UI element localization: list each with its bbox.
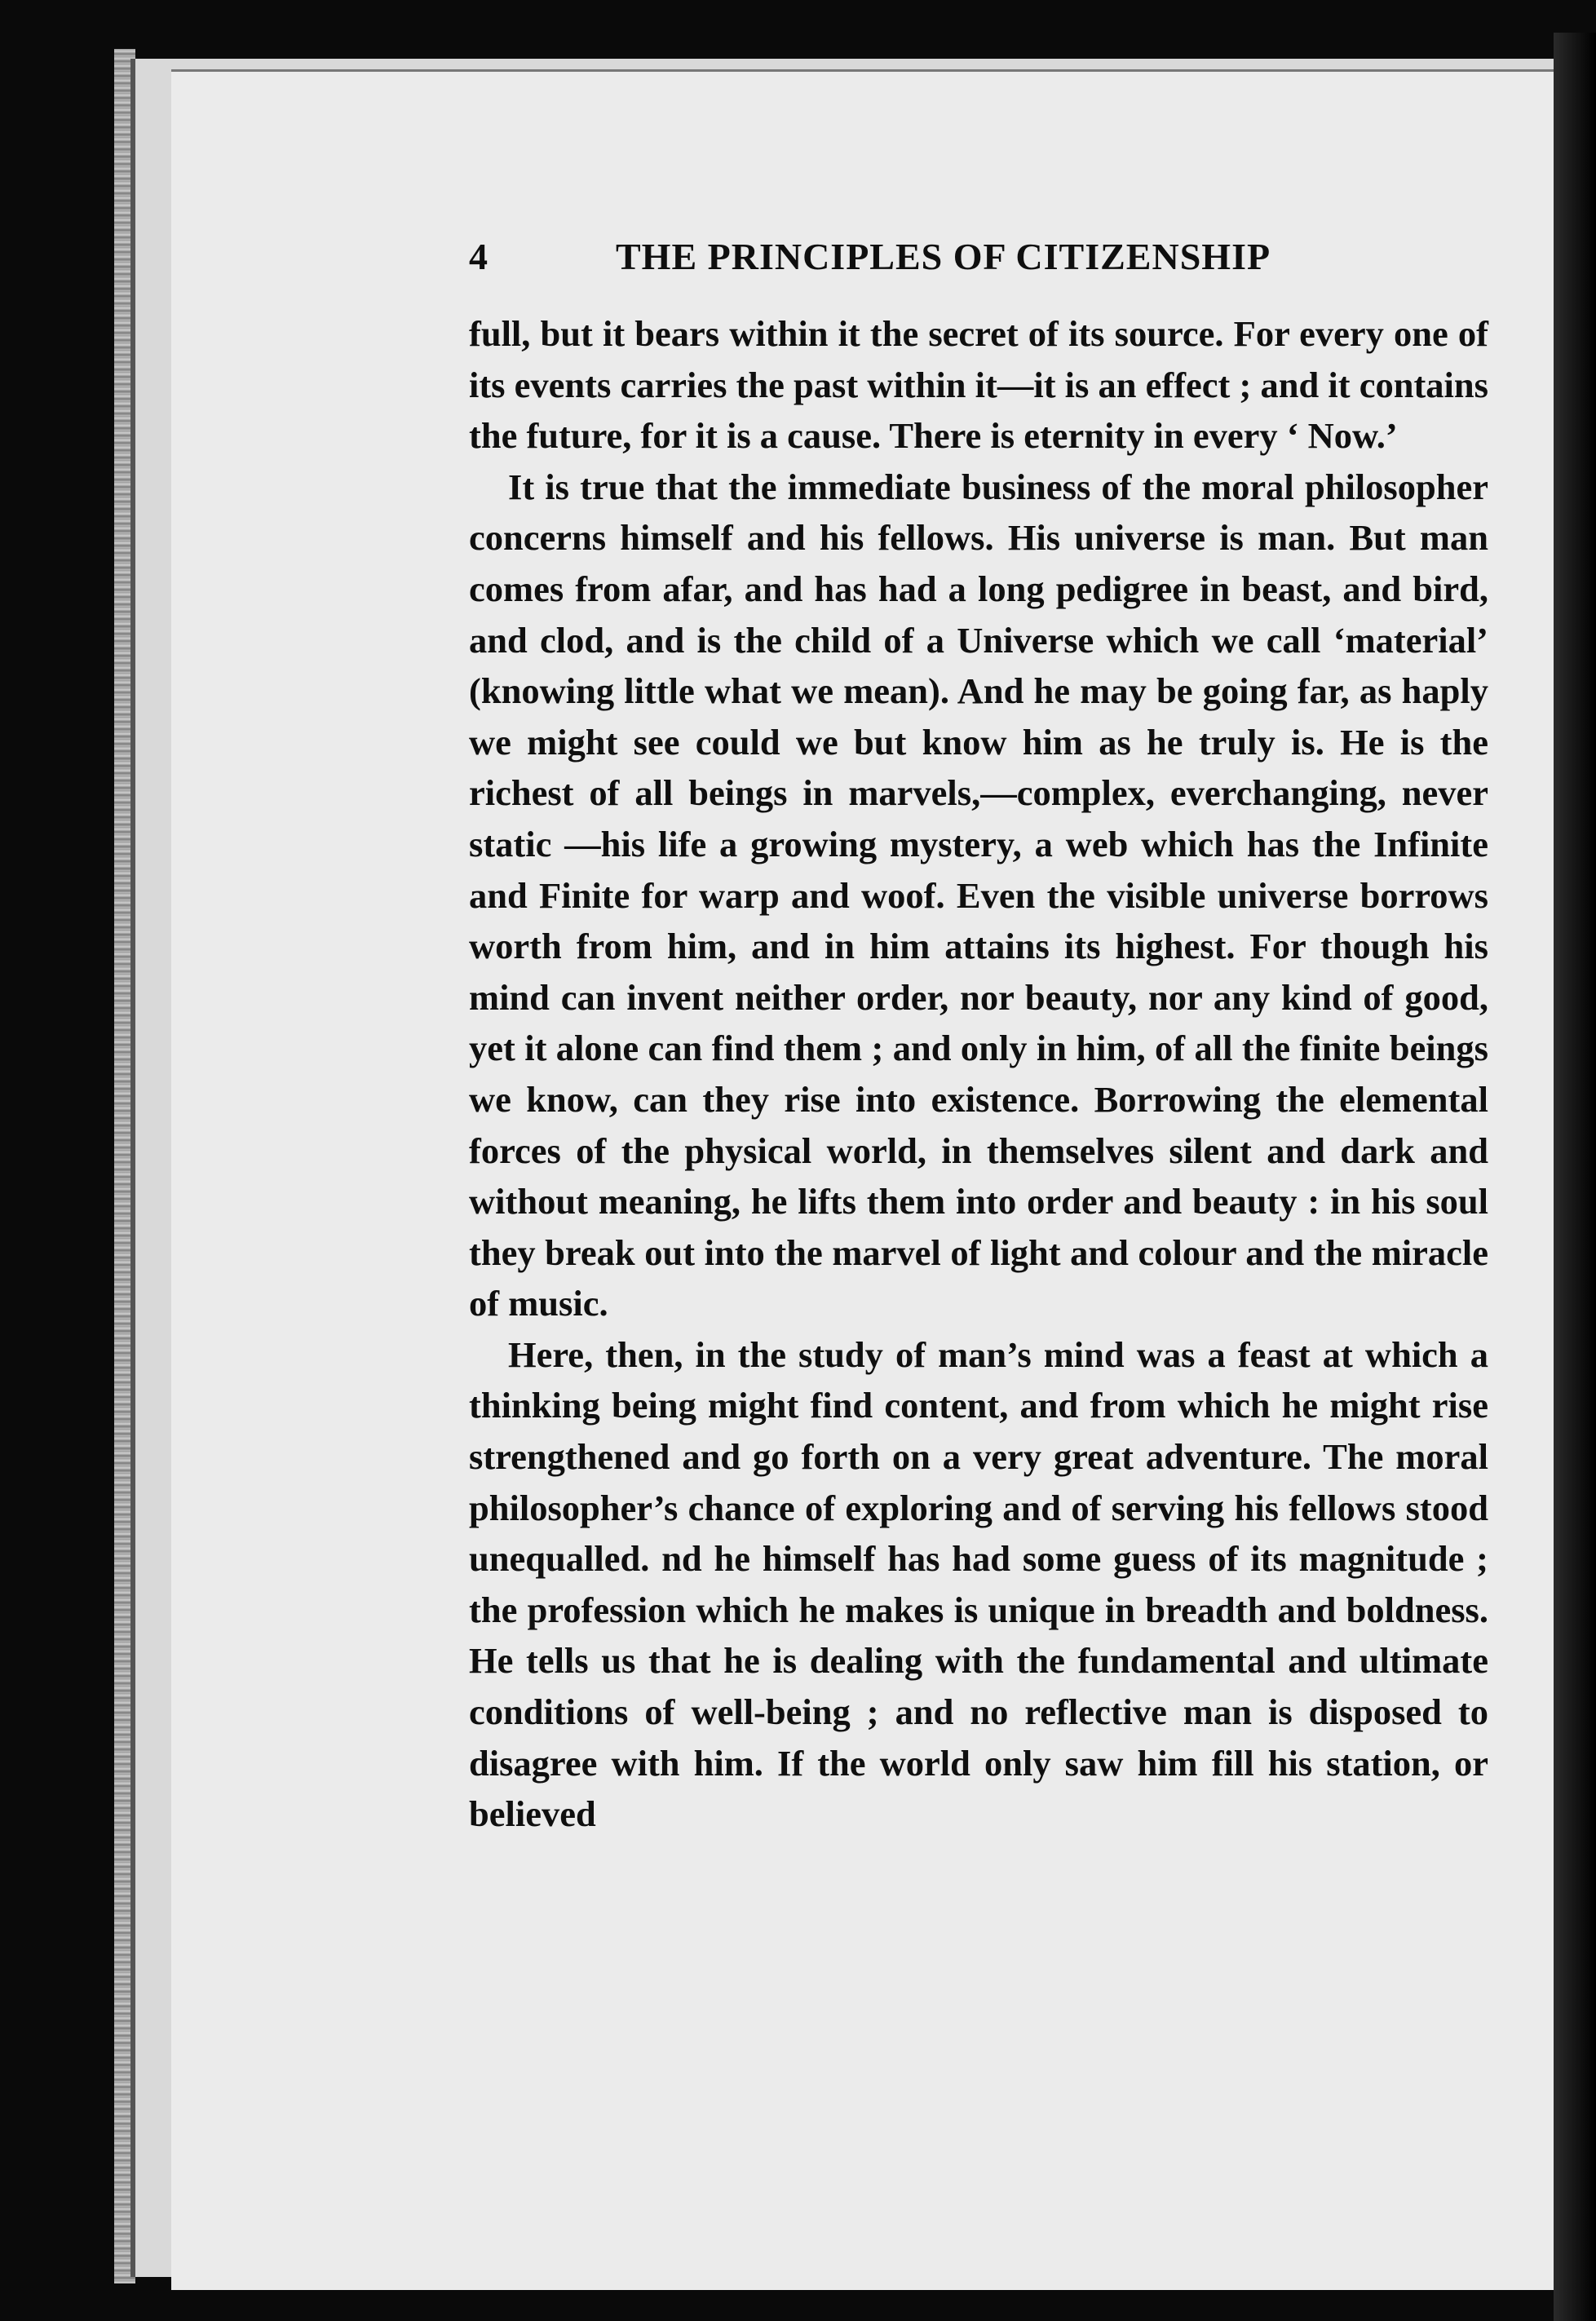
running-head-title: THE PRINCIPLES OF CITIZENSHIP xyxy=(616,236,1271,277)
page-number: 4 xyxy=(469,236,489,277)
paragraph: Here, then, in the study of man’s mind was a feast at which a thinking being might find content, and from which he might rise strengthened and go forth on a very great adventure. The moral philosopher’s chance of exploring and of serving his fellows stood unequalled. nd he himself has had some guess of its magnitude ; the profession which he makes is unique in breadth and boldness. He tells us that he is dealing with the fundamental and ultimate conditions of well-being ; and no reflective man is disposed to disagree with him. If the world only saw him fill his station, or believed xyxy=(469,1333,1488,1835)
body-text xyxy=(469,308,1488,1840)
paragraph: It is true that the immediate business of the moral philosopher concerns himself and his fellows. His universe is man. But man comes from afar, and has had a long pedigree in beast, and bird, and clod, and is the child of a Universe which we call ‘material’ (knowing little what we mean). And he may be going far, as haply we might see could we but know him as he truly is. He is the richest of all beings in marvels,—complex, everchanging, never static —his life a growing mystery, a web which has the Infinite and Finite for warp and woof. Even the visible universe borrows worth from him, and in him attains its highest. For though his mind can invent neither order, nor beauty, nor any kind of good, yet it alone can find them ; and only in him, of all the finite beings we know, can they rise into existence. Borrowing the elemental forces of the physical world, in themselves silent and dark and without meaning, he lifts them into order and beauty : in his soul they break out into the marvel of light and colour and the miracle of music. xyxy=(469,466,1488,1324)
running-head xyxy=(298,235,1497,284)
text-block xyxy=(298,235,1497,1840)
paragraph: full, but it bears within it the secret of its source. For every one of its events carries the past within it—it is an effect ; and it contains the future, for it is a cause. There is eternity in every ‘ Now.’ xyxy=(469,313,1488,457)
page-edge-right xyxy=(1554,33,1596,2321)
